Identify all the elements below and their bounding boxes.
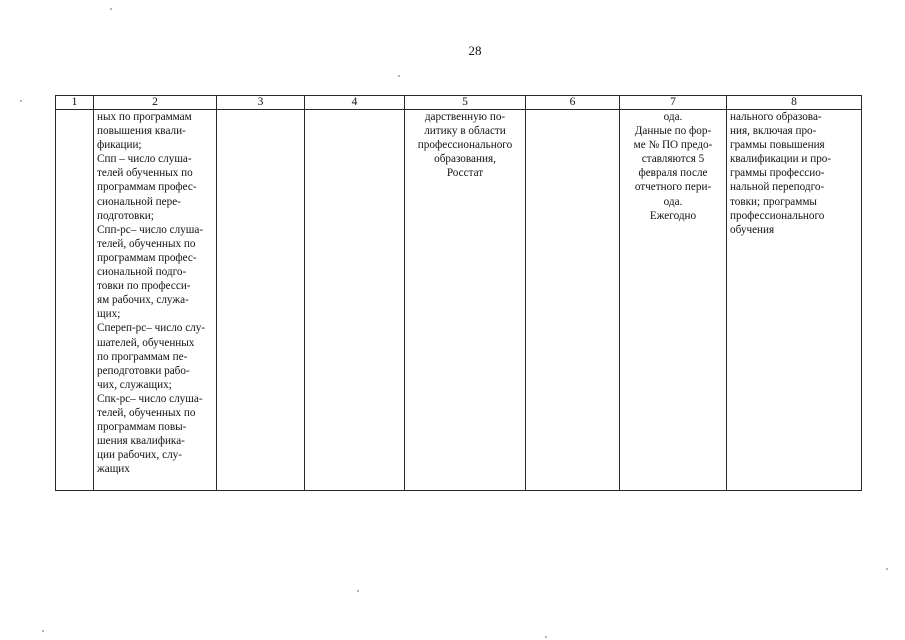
cell-text-line: фикации;: [97, 139, 142, 152]
cell-text-line: программам повы-: [97, 421, 187, 434]
cell-text-line: февраля после: [638, 167, 708, 180]
cell-text-line: чих, служащих;: [97, 378, 172, 391]
cell-text-line: Спп – число слуша-: [97, 153, 192, 166]
column-header-3: 3: [217, 96, 305, 110]
table-row: [56, 110, 862, 491]
cell-text-line: программам профес-: [97, 181, 197, 194]
column-header-1: 1: [56, 96, 94, 110]
cell-text-line: жащих: [97, 463, 130, 476]
scan-speck: [398, 75, 400, 77]
cell-text-line: щих;: [97, 308, 121, 321]
cell-text-line: литику в области: [424, 125, 506, 138]
indicator-table: [55, 95, 862, 491]
cell-col1: [56, 110, 94, 491]
cell-text-line: реподготовки рабо-: [97, 364, 190, 377]
cell-text-line: Спк-рс– число слуша-: [97, 392, 203, 405]
cell-text-line: ода.: [663, 111, 683, 123]
cell-text-line: Росстат: [446, 167, 484, 180]
cell-text-line: Спп-рс– число слуша-: [97, 223, 204, 236]
cell-text-line: шателей, обученных: [97, 336, 195, 349]
scan-speck: [357, 590, 359, 592]
cell-col8-programs: [727, 110, 862, 491]
cell-text-line: образования,: [434, 153, 496, 166]
cell-text-line: ода.: [663, 195, 683, 208]
cell-col5-responsible-bodies: [405, 110, 526, 491]
column-header-2: 2: [94, 96, 217, 110]
cell-text-line: граммы повышения: [730, 139, 825, 152]
cell-text-line: квалификации и про-: [730, 153, 832, 166]
scan-speck: [20, 100, 22, 102]
cell-text-line: профессионального: [417, 139, 513, 152]
cell-text-line: товки по професси-: [97, 280, 191, 293]
cell-text-line: Ежегодно: [649, 209, 697, 222]
cell-text-line: по программам пе-: [97, 350, 188, 363]
column-header-8: 8: [727, 96, 862, 110]
cell-text-line: телей обученных по: [97, 167, 193, 180]
cell-text-line: подготовки;: [97, 209, 154, 222]
cell-text-line: профессионального: [730, 209, 825, 222]
cell-text-line: нального образова-: [730, 111, 822, 123]
column-header-6: 6: [526, 96, 620, 110]
cell-text-line: телей, обученных по: [97, 237, 196, 250]
scan-speck: [42, 630, 44, 632]
cell-col2-indicator-description: [94, 110, 217, 491]
column-header-5: 5: [405, 96, 526, 110]
cell-text-line: ставляются 5: [641, 153, 705, 166]
cell-text-line: дарственную по-: [424, 111, 506, 123]
page-number: 28: [468, 43, 482, 58]
cell-col6: [526, 110, 620, 491]
column-header-4: 4: [305, 96, 405, 110]
cell-text-line: товки; программы: [730, 195, 817, 208]
cell-text-line: ции рабочих, слу-: [97, 449, 182, 462]
cell-text-line: ме № ПО предо-: [633, 139, 713, 152]
cell-text-line: ния, включая про-: [730, 125, 817, 138]
cell-text-line: Спереп-рс– число слу-: [97, 322, 206, 335]
cell-text-line: сиональной подго-: [97, 266, 187, 279]
column-header-7: 7: [620, 96, 727, 110]
cell-text-line: нальной переподго-: [730, 181, 825, 194]
cell-text-line: сиональной пере-: [97, 195, 181, 208]
cell-col3: [217, 110, 305, 491]
cell-text-line: ных по программам: [97, 111, 192, 123]
cell-text-line: граммы профессио-: [730, 167, 825, 180]
cell-text-line: Данные по фор-: [634, 125, 712, 138]
cell-col7-reporting-period: [620, 110, 727, 491]
cell-col4: [305, 110, 405, 491]
scan-speck: [545, 636, 547, 638]
cell-text-line: телей, обученных по: [97, 406, 196, 419]
cell-text-line: отчетного пери-: [634, 181, 712, 194]
table-header-row: [56, 96, 862, 110]
cell-text-line: ям рабочих, служа-: [97, 294, 189, 307]
cell-text-line: программам профес-: [97, 251, 197, 264]
cell-text-line: повышения квали-: [97, 125, 186, 138]
cell-text-line: обучения: [730, 223, 775, 236]
scan-speck: [886, 568, 888, 570]
scan-speck: [110, 8, 112, 10]
cell-text-line: шения квалифика-: [97, 435, 185, 448]
